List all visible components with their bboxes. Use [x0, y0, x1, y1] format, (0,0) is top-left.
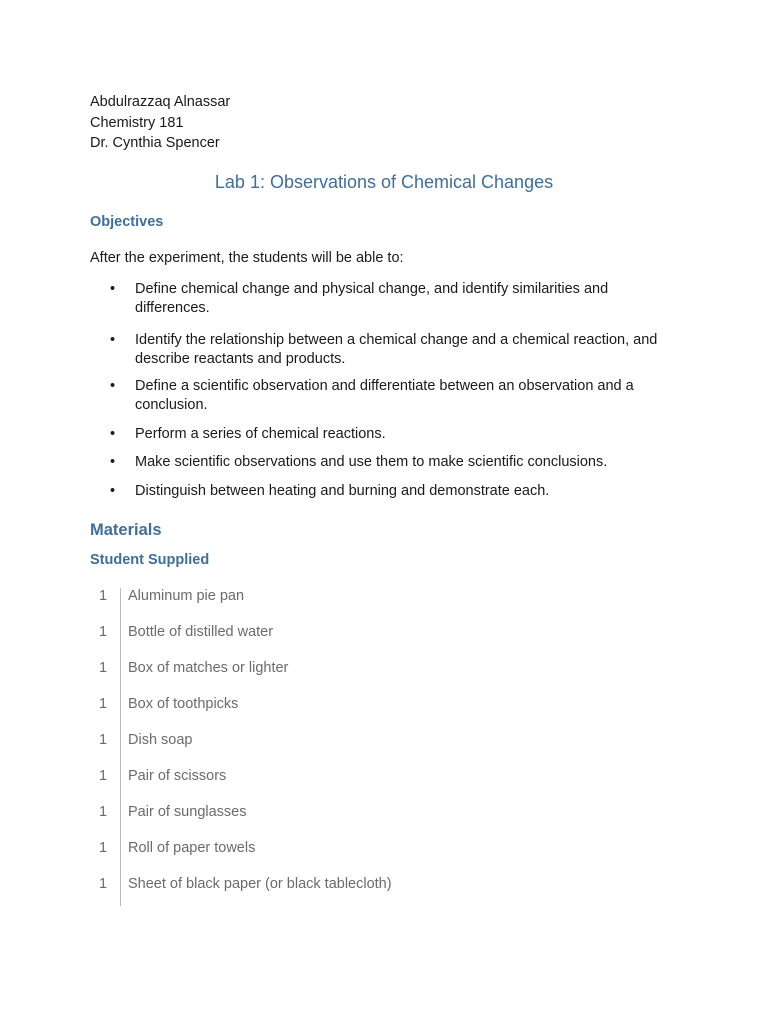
student-supplied-heading: Student Supplied [90, 552, 210, 568]
objective-text: Identify the relationship between a chemical change and a chemical reaction, and describe reactants and products. [135, 332, 658, 367]
material-quantity: 1 [99, 588, 108, 604]
objective-text: Define chemical change and physical change, and identify similarities and differences. [135, 281, 609, 316]
objectives-heading: Objectives [90, 214, 164, 230]
bullet-marker: • [110, 454, 116, 470]
material-row [90, 766, 490, 802]
material-name: Aluminum pie pan [128, 588, 245, 604]
objectives-intro: After the experiment, the students will be able to: [90, 250, 404, 266]
material-name: Roll of paper towels [128, 840, 256, 856]
bullet-marker: • [110, 378, 116, 394]
objective-text: Perform a series of chemical reactions. [135, 426, 386, 442]
bullet-marker: • [110, 281, 116, 297]
document-header [90, 92, 230, 154]
bullet-marker: • [110, 426, 116, 442]
material-row [90, 658, 490, 694]
material-name: Sheet of black paper (or black tablecloth) [128, 876, 392, 892]
material-quantity: 1 [99, 732, 108, 748]
material-row [90, 730, 490, 766]
material-name: Box of toothpicks [128, 696, 239, 712]
material-quantity: 1 [99, 840, 108, 856]
material-name: Box of matches or lighter [128, 660, 289, 676]
material-name: Dish soap [128, 732, 193, 748]
material-quantity: 1 [99, 876, 108, 892]
objective-text: Define a scientific observation and differentiate between an observation and a conclusion. [135, 378, 634, 413]
material-name: Pair of scissors [128, 768, 227, 784]
material-quantity: 1 [99, 696, 108, 712]
material-row [90, 874, 490, 910]
material-quantity: 1 [99, 624, 108, 640]
bullet-marker: • [110, 332, 116, 348]
material-quantity: 1 [99, 804, 108, 820]
instructor-name: Dr. Cynthia Spencer [90, 135, 220, 151]
bullet-marker: • [110, 483, 116, 499]
material-name: Bottle of distilled water [128, 624, 274, 640]
materials-heading: Materials [90, 521, 162, 539]
material-quantity: 1 [99, 768, 108, 784]
material-name: Pair of sunglasses [128, 804, 247, 820]
material-row [90, 586, 490, 622]
material-quantity: 1 [99, 660, 108, 676]
course-name: Chemistry 181 [90, 114, 184, 131]
material-row [90, 838, 490, 874]
objective-text: Distinguish between heating and burning and demonstrate each. [135, 483, 550, 499]
material-row [90, 802, 490, 838]
material-row [90, 694, 490, 730]
document-title: Lab 1: Observations of Chemical Changes [214, 172, 554, 192]
material-row [90, 622, 490, 658]
author-name: Abdulrazzaq Alnassar [90, 94, 231, 110]
objective-text: Make scientific observations and use them to make scientific conclusions. [135, 454, 608, 470]
